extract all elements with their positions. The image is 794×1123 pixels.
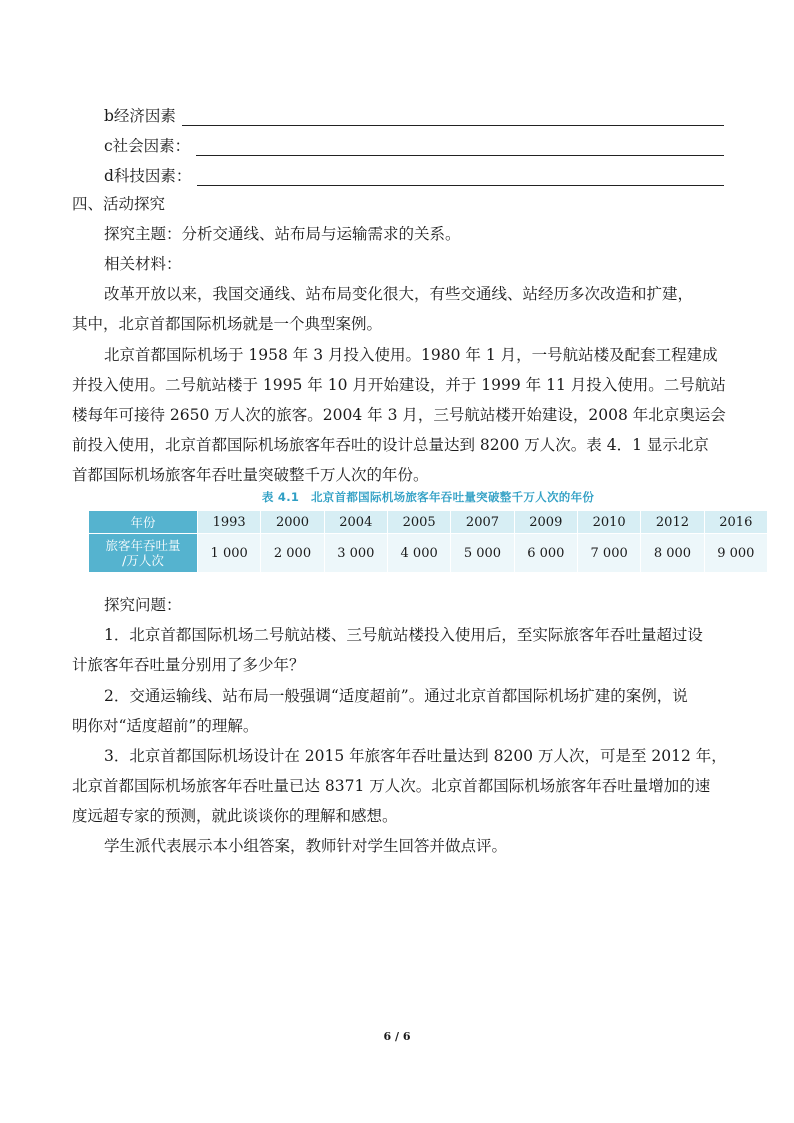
questions-label: 探究问题： xyxy=(104,596,182,614)
table-cell-volume: 3 000 xyxy=(324,534,387,573)
closing-note: 学生派代表展示本小组答案，教师针对学生回答并做点评。 xyxy=(104,837,508,855)
table-cell-volume: 2 000 xyxy=(261,534,324,573)
table-cell-volume: 9 000 xyxy=(704,534,767,573)
blank-label: c社会因素： xyxy=(104,137,191,155)
table-cell-year: 2004 xyxy=(324,511,387,534)
para2-line: 楼每年可接待 2650 万人次的旅客。2004 年 3 月，三号航站楼开始建设，2008 年北京奥运会 xyxy=(72,406,726,424)
question-2-line: 明你对“适度超前”的理解。 xyxy=(72,717,259,735)
table-header-volume xyxy=(89,534,198,573)
blank-label: b经济因素 xyxy=(104,107,176,125)
question-1-line: 计旅客年吞吐量分别用了多少年？ xyxy=(72,656,305,674)
data-table xyxy=(88,510,768,573)
blank-economic xyxy=(104,106,724,126)
blank-line[interactable] xyxy=(197,171,724,186)
question-3-line: 3．北京首都国际机场设计在 2015 年旅客年吞吐量达到 8200 万人次，可是至 2012 年， xyxy=(104,747,727,765)
blank-line[interactable] xyxy=(196,141,724,156)
table-header-year: 年份 xyxy=(89,511,198,534)
para2-line: 并投入使用。二号航站楼于 1995 年 10 月开始建设，并于 1999 年 11 月投入使用。二号航站 xyxy=(72,376,726,394)
table-cell-year: 2009 xyxy=(514,511,577,534)
para2-line: 首都国际机场旅客年吞吐量突破整千万人次的年份。 xyxy=(72,466,429,484)
question-3-line: 北京首都国际机场旅客年吞吐量已达 8371 万人次。北京首都国际机场旅客年吞吐量增加的速 xyxy=(72,777,711,795)
section-heading: 四、活动探究 xyxy=(72,195,166,213)
para2-line: 北京首都国际机场于 1958 年 3 月投入使用。1980 年 1 月，一号航站楼及配套工程建成 xyxy=(104,346,718,364)
table-cell-volume: 7 000 xyxy=(577,534,640,573)
inquiry-theme: 探究主题：分析交通线、站布局与运输需求的关系。 xyxy=(104,225,461,243)
para2-line: 前投入使用，北京首都国际机场旅客年吞吐的设计总量达到 8200 万人次。表 4．1 显示北京 xyxy=(72,436,709,454)
volume-header-line2: /万人次 xyxy=(122,553,164,568)
table-cell-year: 1993 xyxy=(198,511,261,534)
table-cell-year: 2007 xyxy=(451,511,514,534)
question-3-line: 度远超专家的预测，就此谈谈你的理解和感想。 xyxy=(72,807,398,825)
materials-label: 相关材料： xyxy=(104,255,182,273)
question-1-line: 1．北京首都国际机场二号航站楼、三号航站楼投入使用后，至实际旅客年吞吐量超过设 xyxy=(104,626,703,644)
question-2-line: 2．交通运输线、站布局一般强调“适度超前”。通过北京首都国际机场扩建的案例，说 xyxy=(104,687,688,705)
table-cell-volume: 4 000 xyxy=(387,534,450,573)
table-cell-volume: 6 000 xyxy=(514,534,577,573)
table-cell-volume: 8 000 xyxy=(641,534,704,573)
page-number: 6 / 6 xyxy=(383,1030,411,1043)
blank-social xyxy=(104,136,724,156)
blank-line[interactable] xyxy=(182,111,724,126)
table-cell-year: 2012 xyxy=(641,511,704,534)
table-cell-year: 2000 xyxy=(261,511,324,534)
table-row-years xyxy=(89,511,768,534)
blank-label: d科技因素： xyxy=(104,167,192,185)
para1-line: 其中，北京首都国际机场就是一个典型案例。 xyxy=(72,315,383,333)
para1-line: 改革开放以来，我国交通线、站布局变化很大，有些交通线、站经历多次改造和扩建， xyxy=(104,285,694,303)
table-cell-year: 2016 xyxy=(704,511,767,534)
table-cell-year: 2005 xyxy=(387,511,450,534)
table-caption: 表 4.1 北京首都国际机场旅客年吞吐量突破整千万人次的年份 xyxy=(261,490,595,504)
blank-technology xyxy=(104,166,724,186)
table-cell-volume: 5 000 xyxy=(451,534,514,573)
table-row-volumes xyxy=(89,534,768,573)
volume-header-line1: 旅客年吞吐量 xyxy=(105,538,181,553)
table-cell-year: 2010 xyxy=(577,511,640,534)
table-cell-volume: 1 000 xyxy=(198,534,261,573)
